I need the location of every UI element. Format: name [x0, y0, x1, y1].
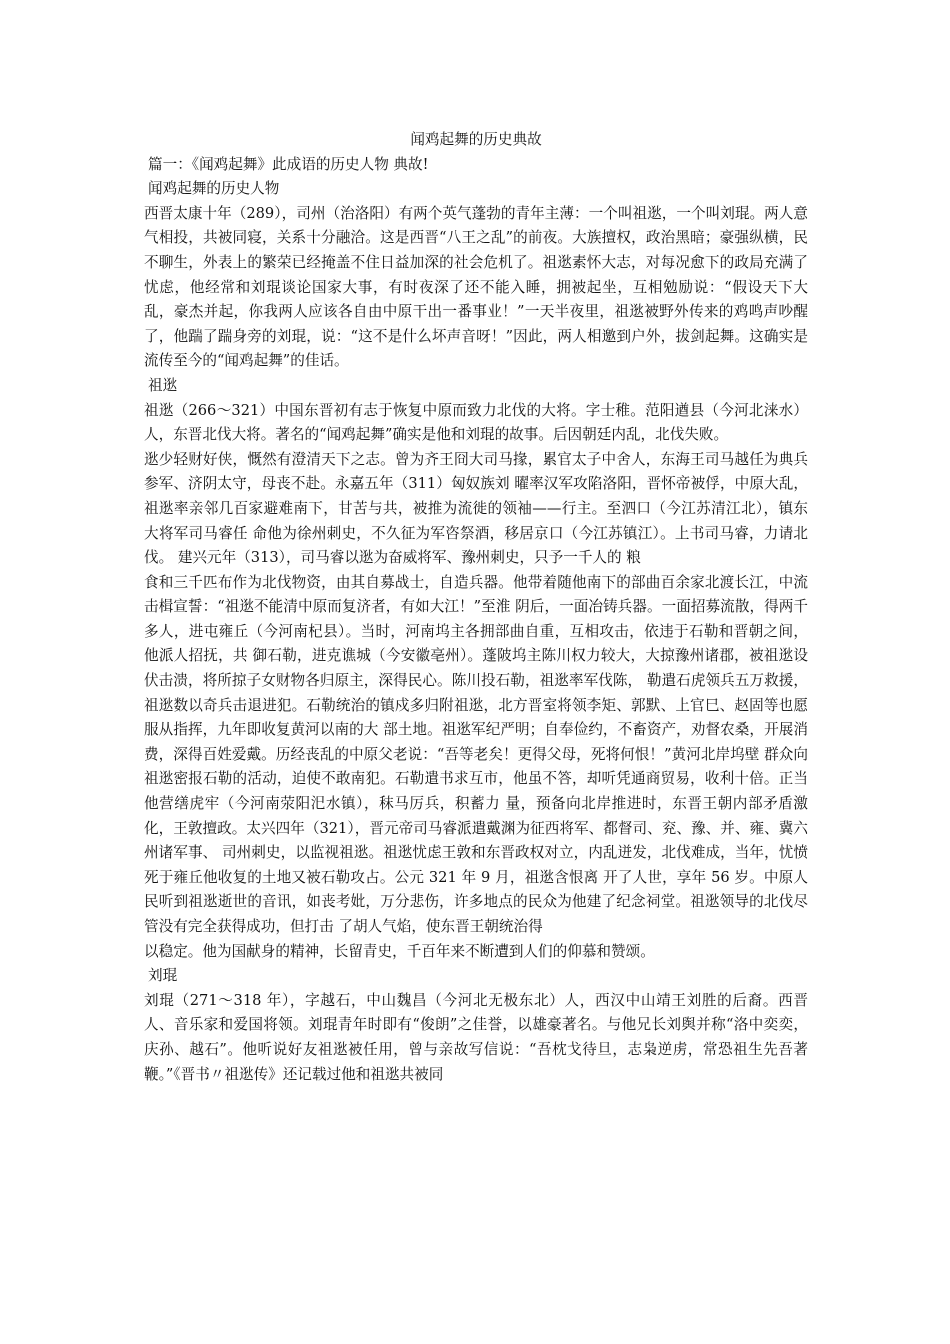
- section-heading: 篇一：《闻鸡起舞》此成语的历史人物 典故!: [148, 155, 429, 173]
- subheading: 祖逖: [148, 376, 178, 394]
- body-paragraph: 刘琨（271～318 年），字越石，中山魏昌（今河北无极东北）人，西汉中山靖王刘胜的后裔。西晋人、音乐家和爱国将领。刘琨青年时即有“俊朗”之佳誉，以雄豪著名。与他兄长刘舆并称“洛中奕奕，庆孙、越石”。他听说好友祖逖被任用，曾与亲故写信说：“吾枕戈待旦，志枭逆虏，常恐祖生先吾著鞭。”《晋书〃祖逖传》还记载过他和祖逖共被同: [144, 991, 808, 1083]
- body-paragraph: 食和三千匹布作为北伐物资，由其自募战士，自造兵器。他带着随他南下的部曲百余家北渡长江，中流击楫宣誓：“祖逖不能清中原而复济者，有如大江！”至淮 阴后，一面冶铸兵器。一面招募流散，得两千多人，进屯雍丘（今河南杞县）。当时，河南坞主各拥部曲自重，互相攻击，依违于石勒和晋朝之间，他派人招抚，共 御石勒，进克谯城（今安徽亳州）。蓬陂坞主陈川权力较大，大掠豫州诸郡，被祖逖设伏击溃，将所掠子女财物各归原主，深得民心。陈川投石勒，祖逖率军伐陈， 勒遣石虎领兵五万救援，祖逖数以奇兵击退进犯。石勒统治的镇戍多归附祖逖，北方晋室将领李矩、郭默、上官巳、赵固等也愿服从指挥，九年即收复黄河以南的大 部土地。祖逖军纪严明；自奉俭约，不畜资产，劝督农桑，开展消费，深得百姓爱戴。历经丧乱的中原父老说：“吾等老矣！更得父母，死将何恨！”黄河北岸坞壁 群众向祖逖密报石勒的活动，迫使不敢南犯。石勒遣书求互市，他虽不答，却听凭通商贸易，收利十倍。正当他营缮虎牢（今河南荥阳汜水镇），秣马厉兵，积蓄力 量，预备向北岸推进时，东晋王朝内部矛盾激化，王敦擅政。太兴四年（321），晋元帝司马睿派遣戴渊为征西将军、都督司、兖、豫、并、雍、冀六州诸军事、 司州刺史，以监视祖逖。祖逖忧虑王敦和东晋政权对立，内乱迸发，北伐难成，当年，忧愤死于雍丘他收复的土地又被石勒攻占。公元 321 年 9 月，祖逖含恨离 开了人世，享年 56 岁。中原人民听到祖逖逝世的音讯，如丧考妣，万分悲伤，许多地点的民众为他建了纪念祠堂。祖逖领导的北伐尽管没有完全获得成功，但打击 了胡人气焰，使东晋王朝统治得: [144, 573, 808, 935]
- body-paragraph: 西晋太康十年（289），司州（治洛阳）有两个英气蓬勃的青年主薄：一个叫祖逖，一个叫刘琨。两人意气相投，共被同寝，关系十分融洽。这是西晋“八王之乱”的前夜。大族擅权，政治黑暗；豪强纵横，民不聊生，外表上的繁荣已经掩盖不住日益加深的社会危机了。祖逖素怀大志，对每况愈下的政局充满了忧虑，他经常和刘琨谈论国家大事，有时夜深了还不能入睡，拥被起坐，互相勉励说：“假设天下大乱，豪杰并起，你我两人应该各自由中原干出一番事业！”一天半夜里，祖逖被野外传来的鸡鸣声吵醒了，他踹了踹身旁的刘琨，说：“这不是什么坏声音呀！”因此，两人相邀到户外，拔剑起舞。这确实是流传至今的“闻鸡起舞”的佳话。: [144, 204, 808, 370]
- document-page: [144, 128, 808, 1087]
- subheading: 闻鸡起舞的历史人物: [148, 180, 280, 198]
- subheading: 刘琨: [148, 967, 178, 985]
- body-paragraph: 以稳定。他为国献身的精神，长留青史，千百年来不断遭到人们的仰慕和赞颂。: [144, 942, 655, 960]
- body-paragraph: 逖少轻财好侠，慨然有澄清天下之志。曾为齐王冏大司马掾，累官太子中舍人，东海王司马越任为典兵参军、济阴太守，母丧不赴。永嘉五年（311）匈奴族刘 曜率汉军攻陷洛阳，晋怀帝被俘，中原大乱，祖逖率亲邻几百家避难南下，甘苦与共，被推为流徙的领袖——行主。至泗口（今江苏清江北），镇东大将军司马睿任 命他为徐州刺史，不久征为军咨祭酒，移居京口（今江苏镇江）。上书司马睿，力请北伐。 建兴元年（313），司马睿以逖为奋威将军、豫州刺史，只予一千人的 粮: [144, 450, 808, 567]
- document-title: 闻鸡起舞的历史典故: [410, 131, 542, 148]
- body-paragraph: 祖逖（266～321）中国东晋初有志于恢复中原而致力北伐的大将。字士稚。范阳遒县（今河北涞水）人，东晋北伐大将。著名的“闻鸡起舞”确实是他和刘琨的故事。后因朝廷内乱，北伐失败。: [144, 401, 808, 444]
